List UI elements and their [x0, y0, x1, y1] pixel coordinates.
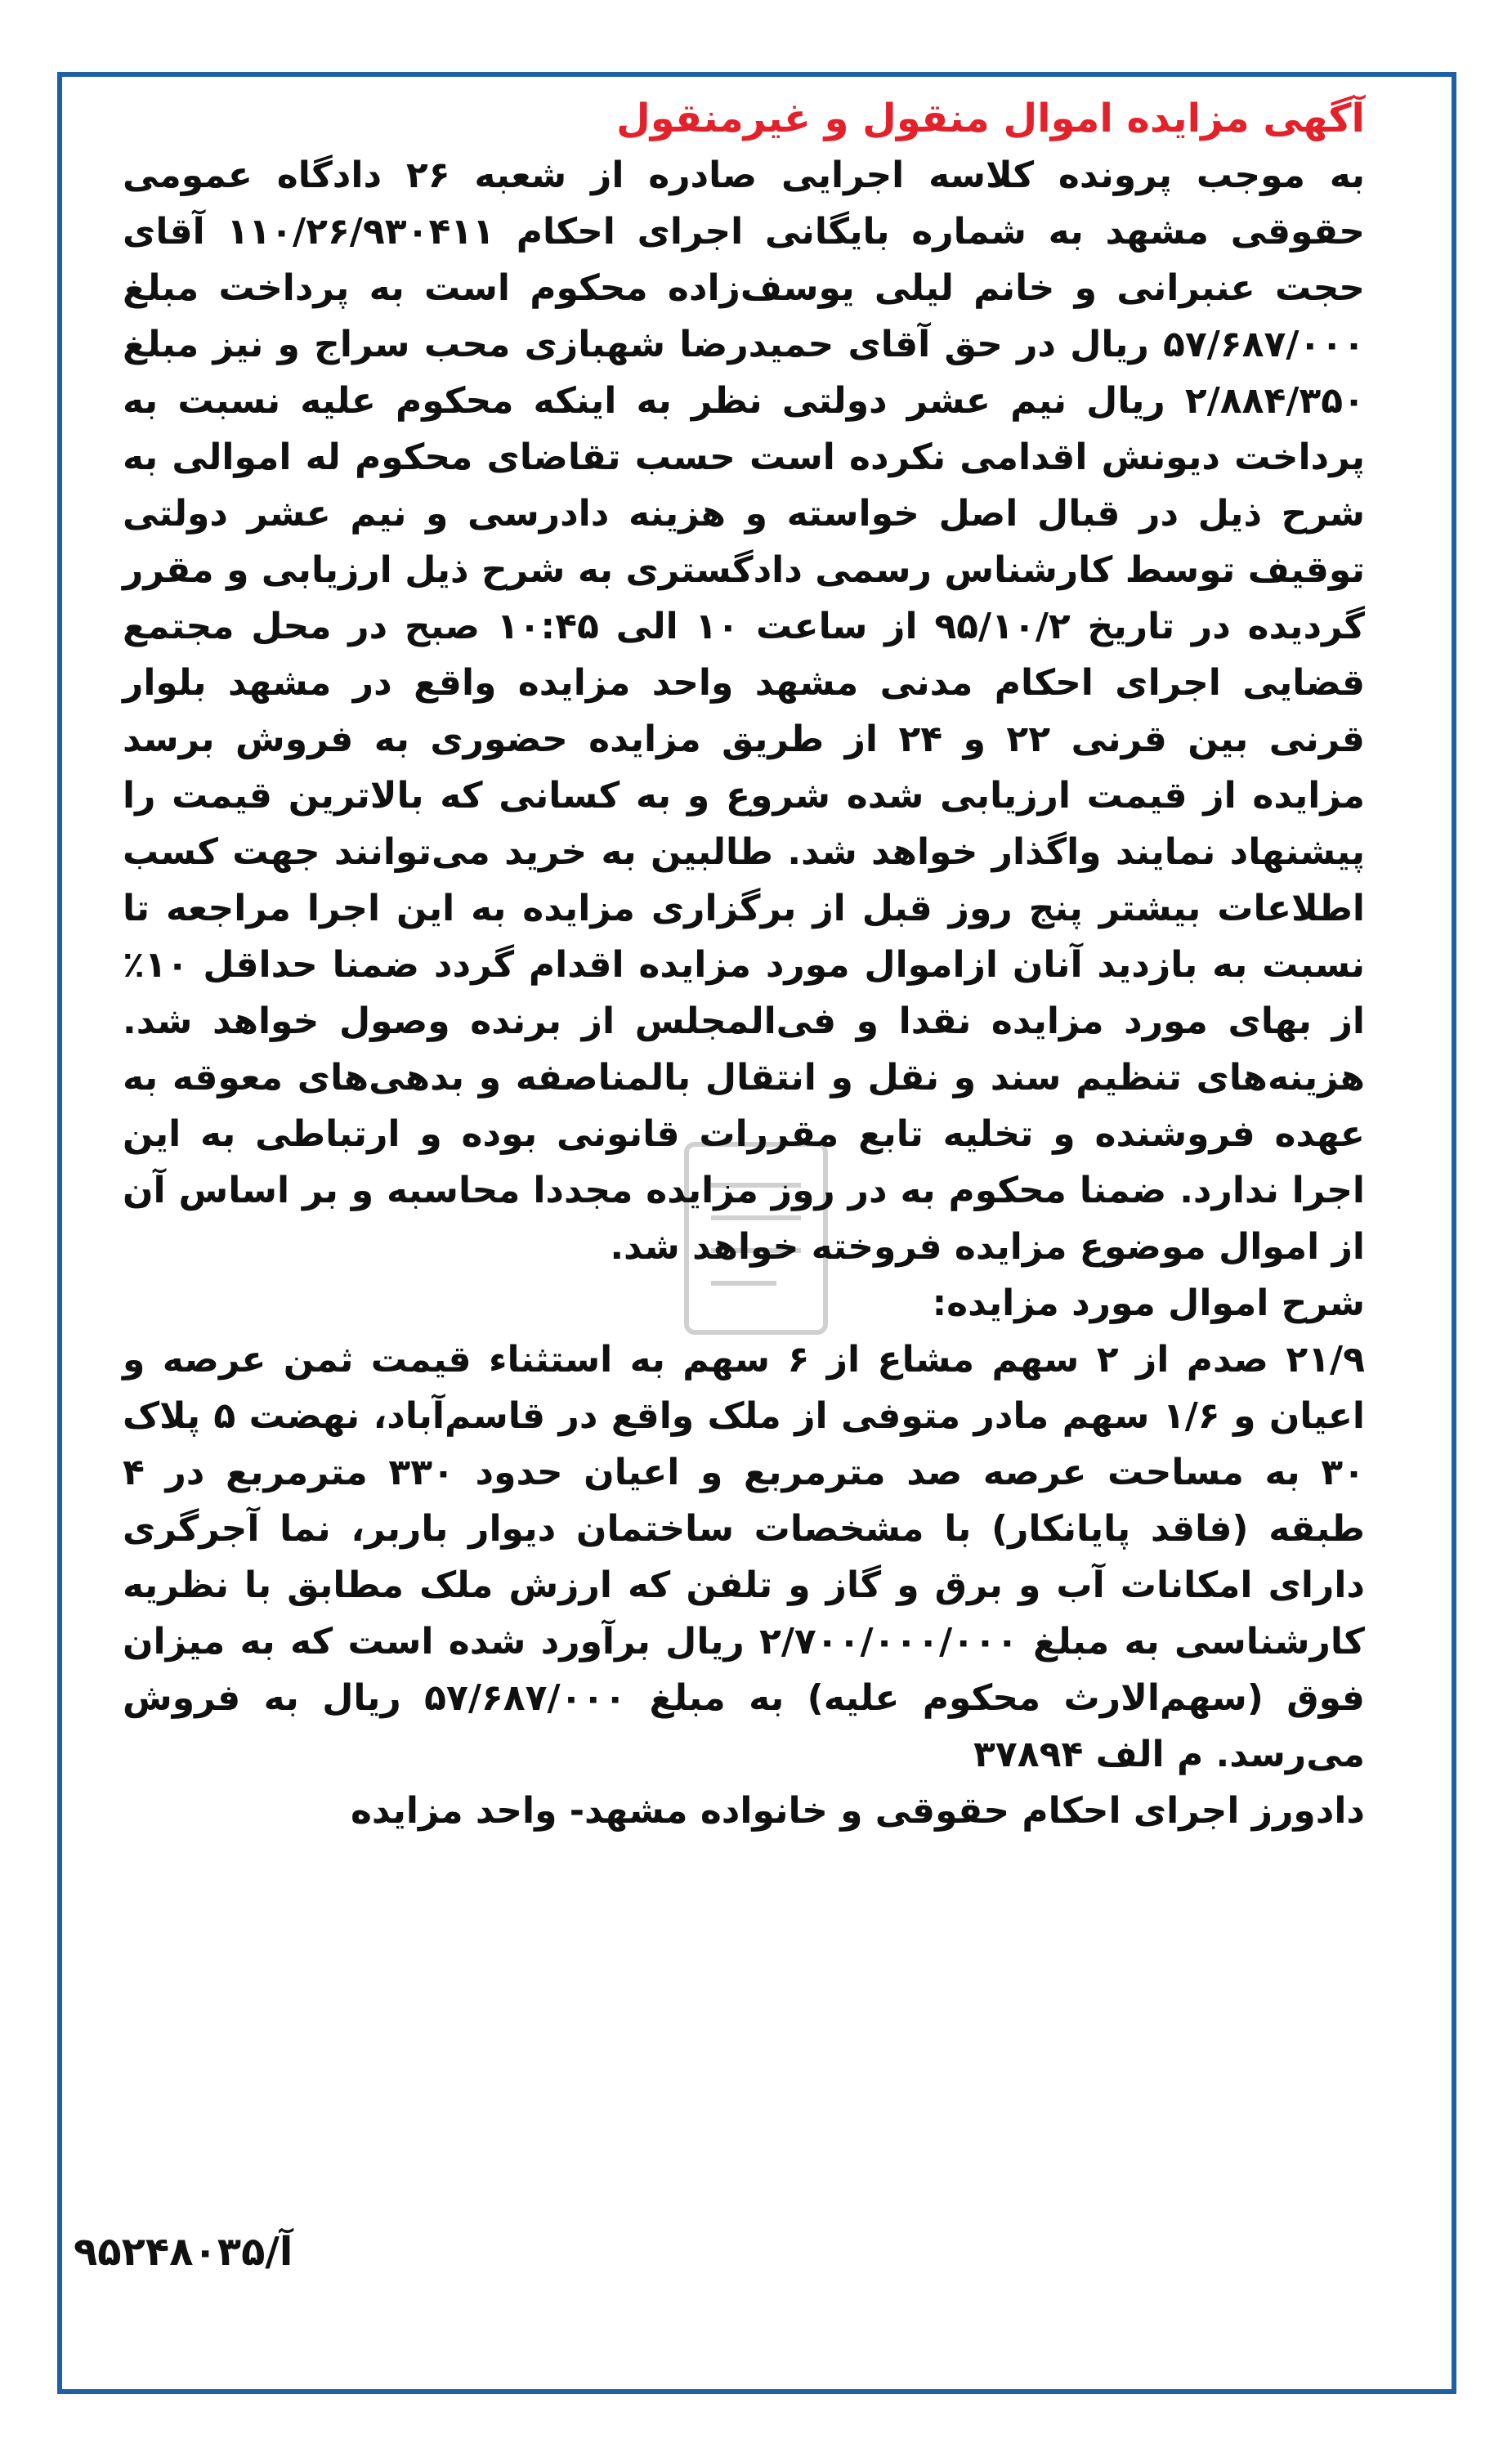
notice-signature: دادورز اجرای احکام حقوقی و خانواده مشهد- واحد مزایده	[350, 1790, 1365, 1832]
property-description-heading: شرح اموال مورد مزایده:	[932, 1282, 1365, 1324]
notice-content	[123, 90, 1365, 1839]
property-description-paragraph: ۲۱/۹ صدم از ۲ سهم مشاع از ۶ سهم به استثناء قیمت ثمن عرصه و اعیان و ۱/۶ سهم مادر متوفی از ملک واقع در قاسم‌آباد، نهضت ۵ پلاک ۳۰ به مساحت عرصه صد مترمربع و اعیان حدود ۳۳۰ مترمربع در ۴ طبقه (فاقد پایانکار) با مشخصات ساختمان دیوار باربر، نما آجرگری دارای امکانات آب و برق و گاز و تلفن که ارزش ملک مطابق با نظریه کارشناسی به مبلغ ۲/۷۰۰/۰۰۰/۰۰۰ ریال برآورد شده است که به میزان فوق (سهم‌الارث محکوم علیه) به مبلغ ۵۷/۶۸۷/۰۰۰ ریال به فروش می‌رسد. م الف ۳۷۸۹۴	[123, 1339, 1365, 1775]
notice-title: آگهی مزایده اموال منقول و غیرمنقول	[616, 96, 1365, 141]
notice-body-paragraph: به موجب پرونده کلاسه اجرایی صادره از شعبه ۲۶ دادگاه عمومی حقوقی مشهد به شماره بایگانی اجرای احکام ۱۱۰/۲۶/۹۳۰۴۱۱ آقای حجت عنبرانی و خانم لیلی یوسف‌زاده محکوم است به پرداخت مبلغ ۵۷/۶۸۷/۰۰۰ ریال در حق آقای حمیدرضا شهبازی محب سراج و نیز مبلغ ۲/۸۸۴/۳۵۰ ریال نیم عشر دولتی نظر به اینکه محکوم علیه نسبت به پرداخت دیونش اقدامی نکرده است حسب تقاضای محکوم له اموالی به شرح ذیل در قبال اصل خواسته و هزینه دادرسی و نیم عشر دولتی توقیف توسط کارشناس رسمی دادگستری به شرح ذیل ارزیابی و مقرر گردیده در تاریخ ۹۵/۱۰/۲ از ساعت ۱۰ الی ۱۰:۴۵ صبح در محل مجتمع قضایی اجرای احکام مدنی مشهد واحد مزایده واقع در مشهد بلوار قرنی بین قرنی ۲۲ و ۲۴ از طریق مزایده حضوری به فروش برسد مزایده از قیمت ارزیابی شده شروع و به کسانی که بالاترین قیمت را پیشنهاد نمایند واگذار خواهد شد. طالبین به خرید می‌توانند جهت کسب اطلاعات بیشتر پنج روز قبل از برگزاری مزایده به این اجرا مراجعه تا نسبت به بازدید آنان ازاموال مورد مزایده اقدام گردد ضمنا حداقل ۱۰٪ از بهای مورد مزایده نقدا و فی‌المجلس از برنده وصول خواهد شد. هزینه‌های تنظیم سند و نقل و انتقال بالمناصفه و بدهی‌های معوقه به عهده فروشنده و تخلیه تابع مقررات قانونی بوده و ارتباطی به این اجرا ندارد. ضمنا محکوم به در روز مزایده مجددا محاسبه و بر اساس آن از اموال موضوع مزایده فروخته خواهد شد.	[123, 154, 1365, 1268]
notice-reference-code: آ/۹۵۲۴۸۰۳۵	[74, 2229, 293, 2275]
